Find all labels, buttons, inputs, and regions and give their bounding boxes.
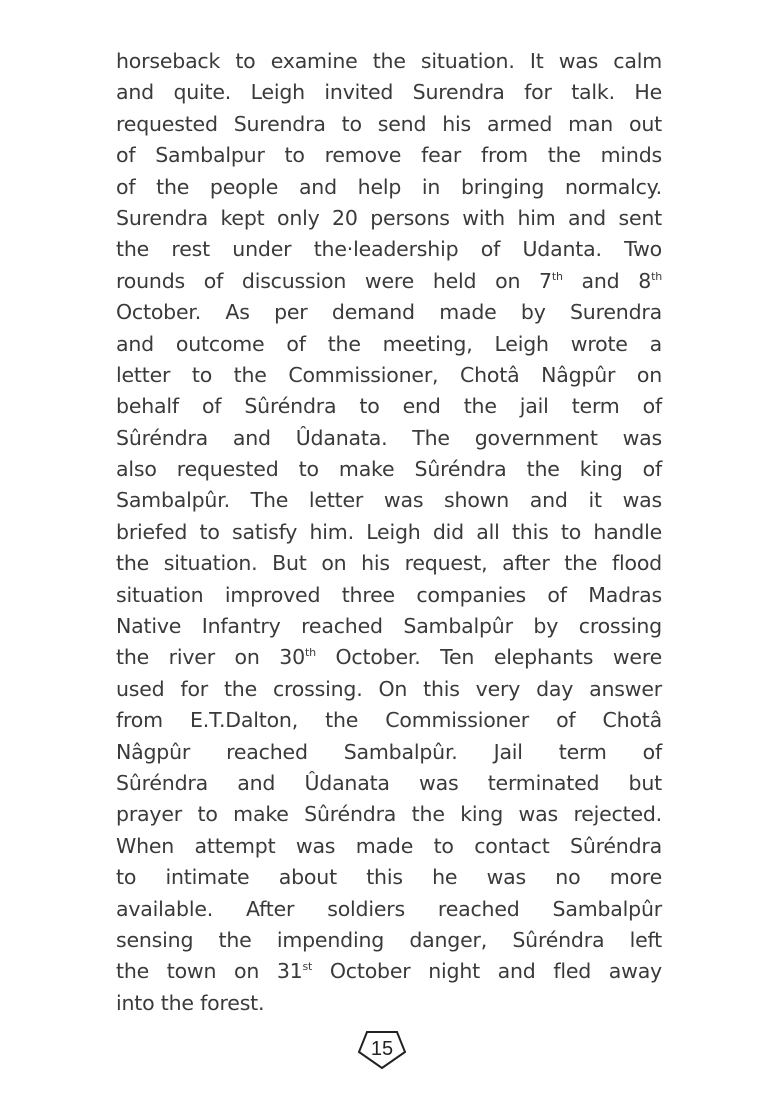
text-line: Sûréndra and Ûdanata. The government was xyxy=(116,425,662,450)
text-line: behalf of Sûréndra to end the jail term of xyxy=(116,394,662,419)
page-body-text xyxy=(116,46,662,1019)
text-line: and quite. Leigh invited Surendra for talk. He xyxy=(116,80,662,105)
text-line: used for the crossing. On this very day answer xyxy=(116,676,662,701)
text-line: available. After soldiers reached Sambalpûr xyxy=(116,896,662,921)
text-line: Sambalpûr. The letter was shown and it was xyxy=(116,488,662,513)
text-line: requested Surendra to send his armed man out xyxy=(116,111,662,136)
text-line: of Sambalpur to remove fear from the minds xyxy=(116,143,662,168)
text-line: Surendra kept only 20 persons with him and sent xyxy=(116,205,662,230)
text-line: of the people and help in bringing normalcy. xyxy=(116,174,662,199)
text-line: October. As per demand made by Surendra xyxy=(116,300,662,325)
text-line: the situation. But on his request, after the flood xyxy=(116,551,662,576)
text-line: Native Infantry reached Sambalpûr by crossing xyxy=(116,614,662,639)
text-line: briefed to satisfy him. Leigh did all this to handle xyxy=(116,519,662,544)
text-line: from E.T.Dalton, the Commissioner of Chotâ xyxy=(116,708,662,733)
page-number: 15 xyxy=(370,1038,394,1060)
text-line: When attempt was made to contact Sûréndra xyxy=(116,833,662,858)
text-line: horseback to examine the situation. It was calm xyxy=(116,49,662,73)
text-line: situation improved three companies of Madras xyxy=(116,582,662,607)
text-line: Sûréndra and Ûdanata was terminated but xyxy=(116,770,662,795)
text-line: and outcome of the meeting, Leigh wrote a xyxy=(116,331,662,356)
text-line: letter to the Commissioner, Chotâ Nâgpûr on xyxy=(116,362,662,387)
text-line: Nâgpûr reached Sambalpûr. Jail term of xyxy=(116,739,662,764)
text-line: into the forest. xyxy=(116,990,265,1015)
text-line: rounds of discussion were held on 7th and 8th xyxy=(116,268,662,293)
text-line: sensing the impending danger, Sûréndra left xyxy=(116,927,662,952)
text-line: also requested to make Sûréndra the king of xyxy=(116,457,662,482)
page-number-badge xyxy=(357,1030,407,1070)
text-line: the town on 31st October night and fled away xyxy=(116,959,662,984)
text-line: the river on 30th October. Ten elephants were xyxy=(116,645,663,670)
text-line: the rest under the·leadership of Udanta. Two xyxy=(116,237,662,262)
text-line: to intimate about this he was no more xyxy=(116,865,662,890)
text-line: prayer to make Sûréndra the king was rejected. xyxy=(116,802,662,827)
